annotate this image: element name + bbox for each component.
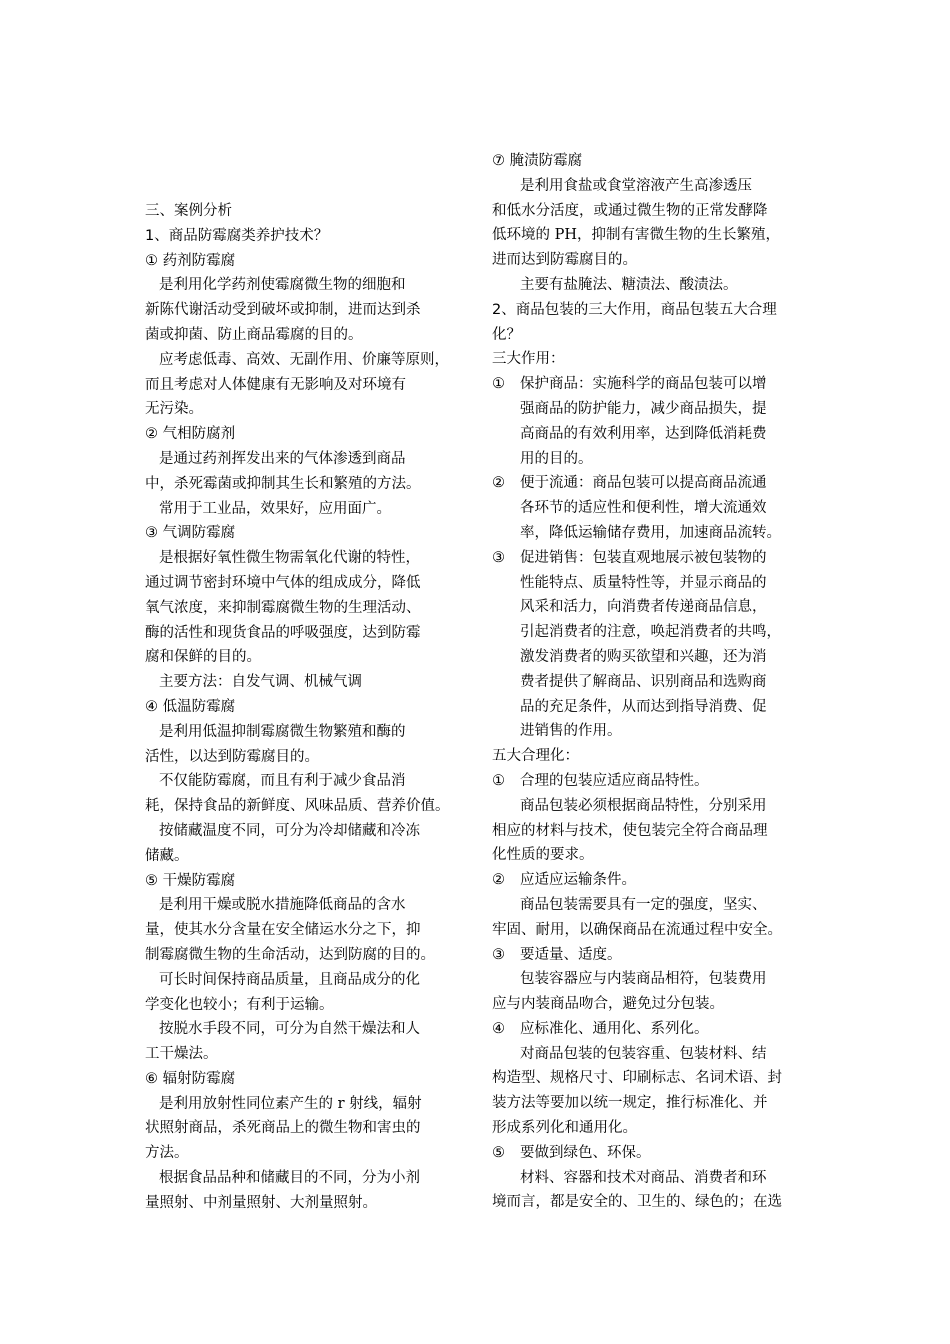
line-text: 应适应运输条件。	[520, 872, 636, 889]
text-line	[492, 1066, 814, 1091]
line-text: 激发消费者的购买欲望和兴趣，还为消	[520, 648, 767, 665]
text-line	[492, 719, 814, 744]
text-line	[145, 397, 475, 422]
line-text: 化性质的要求。	[492, 847, 594, 864]
line-text: 是利用低温抑制霉腐微生物繁殖和酶的	[159, 723, 406, 740]
line-text: 形成系列化和通用化。	[492, 1120, 637, 1137]
text-line	[492, 223, 814, 248]
text-line	[145, 1017, 475, 1042]
line-text: 用的目的。	[520, 450, 593, 467]
text-line	[145, 893, 475, 918]
text-line	[145, 273, 475, 298]
line-text: 菌或抑菌、防止商品霉腐的目的。	[145, 326, 363, 343]
line-text: 腐和保鲜的目的。	[145, 649, 261, 666]
line-text: 性能特点、质量特性等，并显示商品的	[520, 574, 767, 591]
text-line	[145, 472, 475, 497]
line-text: 根据食品品种和储藏目的不同，分为小剂	[159, 1170, 420, 1187]
text-line	[492, 571, 814, 596]
section-heading	[145, 1067, 475, 1092]
line-text: 保护商品：实施科学的商品包装可以增	[520, 376, 767, 393]
line-text: 材料、容器和技术对商品、消费者和环	[520, 1169, 767, 1186]
line-text: 强商品的防护能力，减少商品损失，提	[520, 400, 767, 417]
line-text: 2、商品包装的三大作用，商品包装五大合理	[492, 301, 777, 318]
line-text: 是根据好氧性微生物需氧化代谢的特性，	[159, 550, 420, 567]
section-heading	[145, 695, 475, 720]
text-line	[492, 174, 814, 199]
line-text: 风采和活力，向消费者传递商品信息，	[520, 599, 767, 616]
right-column	[492, 149, 814, 1215]
section-heading	[492, 298, 814, 323]
line-text: 新陈代谢活动受到破坏或抑制，进而达到杀	[145, 302, 421, 319]
section-heading	[492, 149, 814, 174]
line-text: 要做到绿色、环保。	[520, 1144, 651, 1161]
line-text: 构造型、规格尺寸、印刷标志、名词术语、封	[492, 1070, 782, 1087]
text-line	[492, 893, 814, 918]
line-text: 对商品包装的包装容重、包装材料、结	[520, 1045, 767, 1062]
text-line	[492, 397, 814, 422]
line-text: 三、案例分析	[145, 203, 232, 219]
line-text: 是通过药剂挥发出来的气体渗透到商品	[159, 450, 406, 467]
text-line	[145, 1191, 475, 1216]
line-text: 氧气浓度，来抑制霉腐微生物的生理活动、	[145, 599, 421, 616]
text-line	[492, 1116, 814, 1141]
line-text: 费者提供了解商品、识别商品和选购商	[520, 673, 767, 690]
text-line	[145, 621, 475, 646]
line-text: 率，降低运输储存费用，加速商品流转。	[520, 524, 781, 541]
text-line	[492, 645, 814, 670]
text-line	[145, 1092, 475, 1117]
text-line	[492, 943, 814, 968]
line-text: 是利用化学药剂使霉腐微生物的细胞和	[159, 277, 406, 294]
section-heading	[145, 199, 475, 224]
text-line	[492, 843, 814, 868]
line-text: 方法。	[145, 1145, 189, 1162]
list-number: ③	[492, 549, 505, 566]
text-line	[145, 745, 475, 770]
text-line	[145, 1166, 475, 1191]
text-line	[492, 372, 814, 397]
line-text: 储藏。	[145, 847, 189, 864]
text-line	[145, 943, 475, 968]
text-line	[145, 497, 475, 522]
list-number: ②	[492, 872, 505, 889]
text-line	[145, 1042, 475, 1067]
line-text: 商品包装必须根据商品特性，分别采用	[520, 797, 767, 814]
line-text: 包装容器应与内装商品相符，包装费用	[520, 971, 767, 988]
text-line	[492, 248, 814, 273]
line-text: 相应的材料与技术，使包装完全符合商品理	[492, 822, 768, 839]
text-line	[492, 1190, 814, 1215]
line-text: 酶的活性和现货食品的呼吸强度，达到防霉	[145, 624, 421, 641]
line-text: 三大作用：	[492, 351, 565, 368]
left-column	[145, 199, 475, 1216]
text-line	[145, 645, 475, 670]
text-line	[492, 819, 814, 844]
text-line	[145, 993, 475, 1018]
line-text: 应考虑低毒、高效、无副作用、价廉等原则，	[159, 351, 449, 368]
line-text: 1、商品防霉腐类养护技术？	[145, 227, 329, 244]
text-line	[492, 447, 814, 472]
line-text: ③ 气调防霉腐	[145, 525, 236, 542]
line-text: 境而言，都是安全的、卫生的、绿色的；在选	[492, 1194, 782, 1211]
line-text: 量，使其水分含量在安全储运水分之下，抑	[145, 922, 421, 939]
line-text: 合理的包装应适应商品特性。	[520, 772, 709, 789]
line-text: 是利用放射性同位素产生的 r 射线，辐射	[159, 1095, 422, 1112]
text-line	[492, 794, 814, 819]
text-line	[145, 323, 475, 348]
list-number: ①	[492, 376, 505, 393]
list-number: ④	[492, 1020, 505, 1037]
text-line	[492, 347, 814, 372]
line-text: 学变化也较小；有利于运输。	[145, 996, 334, 1013]
text-line	[145, 1141, 475, 1166]
line-text: 低环境的 PH，抑制有害微生物的生长繁殖，	[492, 227, 781, 244]
line-text: ⑥ 辐射防霉腐	[145, 1070, 236, 1087]
line-text: 是利用食盐或食堂溶液产生高渗透压	[520, 177, 752, 194]
list-number: ①	[492, 772, 505, 789]
section-heading	[492, 323, 814, 348]
line-text: 品的充足条件，从而达到指导消费、促	[520, 698, 767, 715]
text-line	[492, 1042, 814, 1067]
line-text: 牢固、耐用，以确保商品在流通过程中安全。	[492, 921, 782, 938]
line-text: 常用于工业品，效果好，应用面广。	[159, 500, 391, 517]
section-heading	[145, 869, 475, 894]
list-number: ②	[492, 475, 505, 492]
line-text: 量照射、中剂量照射、大剂量照射。	[145, 1194, 377, 1211]
line-text: ① 药剂防霉腐	[145, 252, 236, 269]
line-text: 引起消费者的注意，唤起消费者的共鸣，	[520, 624, 781, 641]
text-line	[145, 968, 475, 993]
text-line	[492, 670, 814, 695]
line-text: 便于流通：商品包装可以提高商品流通	[520, 475, 767, 492]
text-line	[145, 819, 475, 844]
line-text: 活性，以达到防霉腐目的。	[145, 748, 319, 765]
text-line	[492, 595, 814, 620]
text-line	[145, 546, 475, 571]
line-text: 制霉腐微生物的生命活动，达到防腐的目的。	[145, 946, 435, 963]
text-line	[492, 992, 814, 1017]
text-line	[145, 1116, 475, 1141]
text-line	[145, 447, 475, 472]
text-line	[492, 422, 814, 447]
text-line	[145, 571, 475, 596]
text-line	[145, 769, 475, 794]
line-text: 工干燥法。	[145, 1046, 218, 1063]
line-text: 中，杀死霉菌或抑制其生长和繁殖的方法。	[145, 475, 421, 492]
list-number: ⑤	[492, 1144, 505, 1161]
text-line	[145, 298, 475, 323]
line-text: 进而达到防霉腐目的。	[492, 252, 637, 269]
line-text: 促进销售：包装直观地展示被包装物的	[520, 549, 767, 566]
text-line	[492, 471, 814, 496]
line-text: 状照射商品，杀死商品上的微生物和害虫的	[145, 1120, 421, 1137]
section-heading	[145, 521, 475, 546]
text-line	[492, 273, 814, 298]
line-text: 五大合理化：	[492, 748, 579, 765]
line-text: 进销售的作用。	[520, 723, 622, 740]
text-line	[492, 1091, 814, 1116]
list-number: ③	[492, 946, 505, 963]
text-line	[492, 620, 814, 645]
line-text: ④ 低温防霉腐	[145, 698, 236, 715]
line-text: 按脱水手段不同，可分为自然干燥法和人	[159, 1021, 420, 1038]
line-text: ⑤ 干燥防霉腐	[145, 872, 236, 889]
text-line	[145, 720, 475, 745]
line-text: 主要方法：自发气调、机械气调	[159, 674, 362, 691]
text-line	[145, 670, 475, 695]
text-line	[492, 769, 814, 794]
line-text: 应标准化、通用化、系列化。	[520, 1020, 709, 1037]
text-line	[145, 373, 475, 398]
line-text: 要适量、适度。	[520, 946, 622, 963]
text-line	[492, 199, 814, 224]
line-text: 主要有盐腌法、糖渍法、酸渍法。	[520, 276, 738, 293]
text-line	[145, 844, 475, 869]
line-text: 按储藏温度不同，可分为冷却储藏和冷冻	[159, 822, 420, 839]
line-text: 商品包装需要具有一定的强度，坚实、	[520, 896, 767, 913]
line-text: ⑦ 腌渍防霉腐	[492, 153, 583, 169]
section-heading	[145, 249, 475, 274]
text-line	[145, 348, 475, 373]
text-line	[145, 918, 475, 943]
line-text: 高商品的有效利用率，达到降低消耗费	[520, 425, 767, 442]
text-line	[492, 546, 814, 571]
section-heading	[145, 224, 475, 249]
line-text: 而且考虑对人体健康有无影响及对环境有	[145, 376, 406, 393]
text-line	[492, 1141, 814, 1166]
line-text: ② 气相防腐剂	[145, 426, 236, 443]
text-line	[492, 868, 814, 893]
line-text: 各环节的适应性和便利性，增大流通效	[520, 500, 767, 517]
line-text: 是利用干燥或脱水措施降低商品的含水	[159, 897, 406, 914]
line-text: 可长时间保持商品质量，且商品成分的化	[159, 971, 420, 988]
line-text: 化？	[492, 326, 521, 343]
line-text: 装方法等要加以统一规定，推行标准化、并	[492, 1095, 768, 1112]
text-line	[145, 794, 475, 819]
text-line	[492, 967, 814, 992]
text-line	[492, 1166, 814, 1191]
text-line	[492, 744, 814, 769]
text-line	[492, 521, 814, 546]
text-line	[492, 496, 814, 521]
text-line	[492, 1017, 814, 1042]
line-text: 通过调节密封环境中气体的组成成分，降低	[145, 574, 421, 591]
text-line	[145, 596, 475, 621]
line-text: 和低水分活度，或通过微生物的正常发酵降	[492, 202, 768, 219]
text-line	[492, 695, 814, 720]
line-text: 耗，保持食品的新鲜度、风味品质、营养价值。	[145, 798, 450, 815]
line-text: 应与内装商品吻合，避免过分包装。	[492, 996, 724, 1013]
text-line	[492, 918, 814, 943]
line-text: 不仅能防霉腐，而且有利于减少食品消	[159, 773, 406, 790]
line-text: 无污染。	[145, 401, 203, 418]
section-heading	[145, 422, 475, 447]
